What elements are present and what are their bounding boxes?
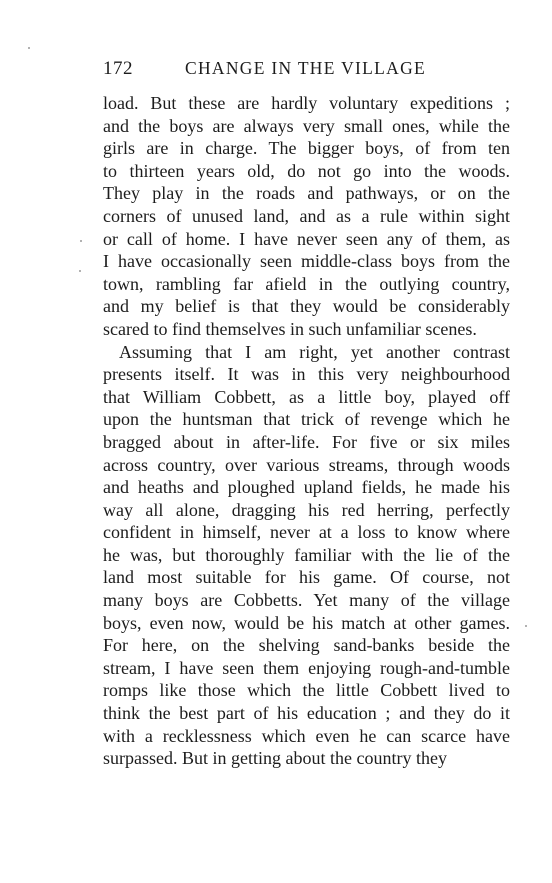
page-number: 172: [103, 58, 133, 79]
body-text: [103, 92, 510, 770]
paragraph-2: [103, 341, 510, 770]
text-line: Assuming that I am right, yet another contrast: [119, 341, 510, 362]
text-line: For here, on the shelving sand-banks beside the: [103, 635, 510, 656]
text-line: and the boys are always very small ones, while the: [103, 115, 510, 136]
text-line: town, rambling far afield in the outlying country,: [103, 273, 510, 294]
scan-speck: [79, 270, 81, 272]
text-line: many boys are Cobbetts. Yet many of the village: [103, 590, 510, 611]
text-line: presents itself. It was in this very neighbourhood: [103, 364, 510, 385]
running-title: CHANGE IN THE VILLAGE: [185, 58, 426, 78]
text-line: scared to find themselves in such unfamiliar scenes.: [103, 318, 477, 339]
text-line: boys, even now, would be his match at other games.: [103, 612, 510, 633]
text-line: he was, but thoroughly familiar with the lie of the: [103, 544, 510, 565]
text-line: stream, I have seen them enjoying rough-and-tumble: [103, 657, 510, 678]
text-line: way all alone, dragging his red herring, perfectly: [103, 499, 510, 520]
text-line: and my belief is that they would be considerably: [103, 296, 510, 317]
text-line: or call of home. I have never seen any of them, as: [103, 228, 510, 249]
text-line: I have occasionally seen middle-class boys from the: [103, 251, 510, 272]
scan-speck: [525, 625, 527, 627]
page-header: [103, 58, 510, 82]
text-line: romps like those which the little Cobbett lived to: [103, 680, 510, 701]
scan-speck: [28, 47, 30, 49]
text-line: corners of unused land, and as a rule within sight: [103, 205, 510, 226]
text-line: surpassed. But in getting about the country they: [103, 748, 447, 769]
text-line: bragged about in after-life. For five or six miles: [103, 431, 510, 452]
text-line: across country, over various streams, through woods: [103, 454, 510, 475]
text-line: land most suitable for his game. Of course, not: [103, 567, 510, 588]
text-line: that William Cobbett, as a little boy, played off: [103, 386, 510, 407]
text-line: think the best part of his education ; and they do it: [103, 703, 510, 724]
text-line: and heaths and ploughed upland fields, he made his: [103, 477, 510, 498]
text-line: to thirteen years old, do not go into the woods.: [103, 160, 510, 181]
scan-speck: [80, 240, 82, 242]
text-line: girls are in charge. The bigger boys, of from ten: [103, 138, 510, 159]
text-line: confident in himself, never at a loss to know where: [103, 522, 510, 543]
text-line: They play in the roads and pathways, or on the: [103, 183, 510, 204]
paragraph-1: [103, 92, 510, 341]
text-line: load. But these are hardly voluntary expeditions ;: [103, 93, 510, 113]
text-line: upon the huntsman that trick of revenge which he: [103, 409, 510, 430]
text-line: with a recklessness which even he can scarce have: [103, 725, 510, 746]
